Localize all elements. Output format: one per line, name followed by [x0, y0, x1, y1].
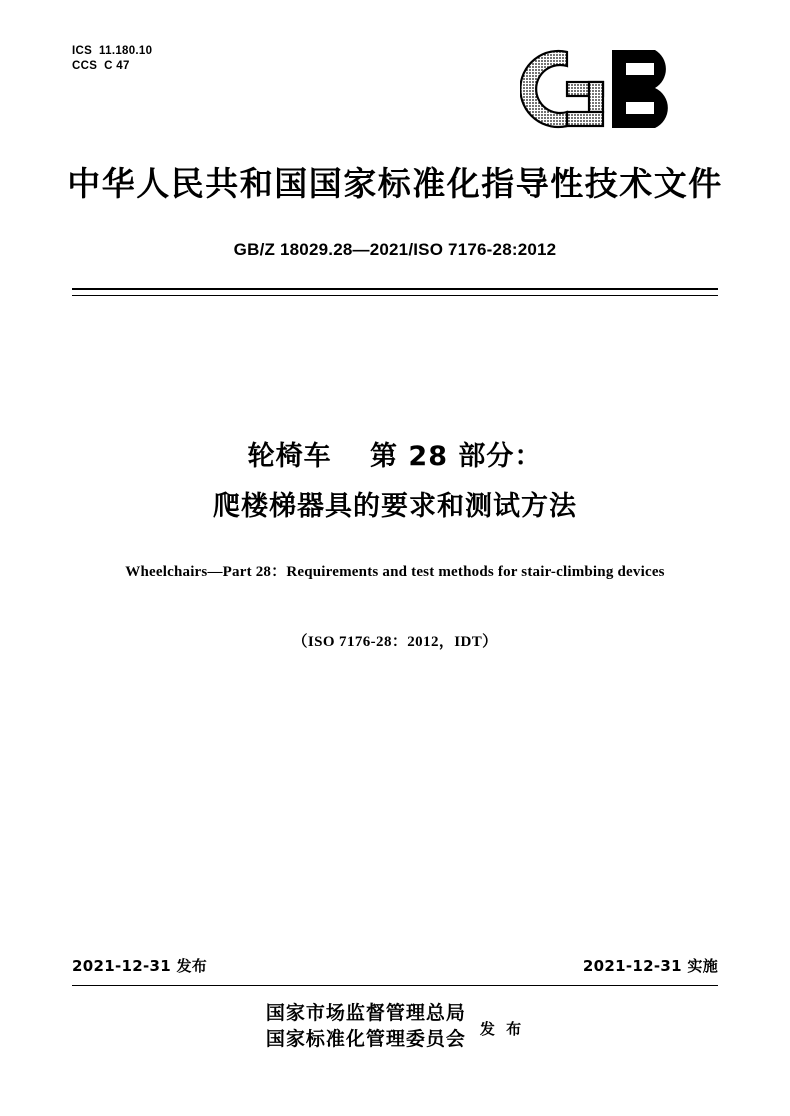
divider-thin: [72, 295, 718, 296]
issuer-names: [266, 1000, 466, 1052]
standard-number: GB/Z 18029.28—2021/ISO 7176-28:2012: [233, 240, 557, 259]
classification-codes: [72, 44, 152, 74]
issuer-block: [0, 1000, 790, 1052]
gb-logo: [520, 42, 690, 137]
document-title-line2: 爬楼梯器具的要求和测试方法: [213, 491, 577, 522]
ccs-code: CCS C 47: [72, 60, 130, 72]
idt-reference: （ISO 7176-28：2012，IDT）: [292, 634, 498, 650]
ics-code: ICS 11.180.10: [72, 45, 153, 57]
national-standard-title: 中华人民共和国国家标准化指导性技术文件: [67, 164, 723, 203]
publish-label: 发 布: [479, 1019, 525, 1038]
document-title: [0, 432, 790, 532]
document-title-english: Wheelchairs—Part 28：Requirements and test methods for stair-climbing devices: [125, 564, 665, 580]
document-title-line1: 轮椅车 第 28 部分：: [247, 441, 543, 472]
implementation-date: 2021-12-31 实施: [582, 957, 718, 975]
issuer-line1: 国家市场监督管理总局: [265, 1002, 466, 1024]
issue-date: 2021-12-31 发布: [72, 957, 208, 975]
footer-divider: [72, 985, 718, 986]
issuer-line2: 国家标准化管理委员会: [265, 1028, 466, 1050]
divider-thick: [72, 288, 718, 290]
